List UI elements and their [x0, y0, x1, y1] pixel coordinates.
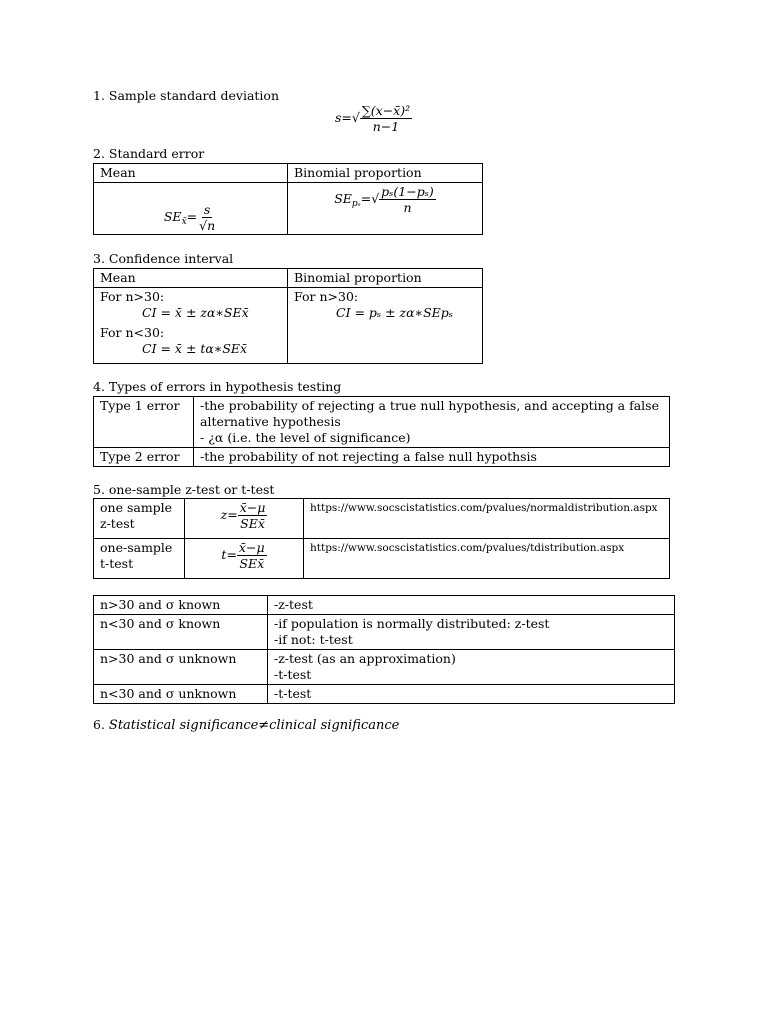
result-row-3: -z-test (as an approximation) -t-test [268, 650, 675, 685]
cond-row-1: n>30 and σ known [94, 596, 268, 615]
formula-lhs: s= [335, 110, 352, 125]
ci-mean-lt-formula: CI = x̄ ± tα∗SEx̄ [142, 341, 248, 356]
one-sample-test-table [93, 498, 670, 579]
col-mean: Mean [94, 269, 288, 288]
ci-mean-cell [94, 288, 288, 364]
se-binomial-formula: $SE_{p_s}=√$ $\frac{\text{pₛ(1−pₛ)}}{n}$ [288, 183, 483, 235]
cond-row-2: n<30 and σ known [94, 615, 268, 650]
heading-significance [93, 717, 399, 734]
ci-mean-lt-label: For n<30: [100, 325, 165, 340]
ci-binomial-label: For n>30: [294, 289, 359, 304]
col-binomial: Binomial proportion [288, 269, 483, 288]
t-test-formula: t= $\frac{x̄-\mu}{\text{SEx̄}}$ [185, 539, 304, 579]
ci-binomial-cell [288, 288, 483, 364]
cond-row-3: n>30 and σ unknown [94, 650, 268, 685]
cond-row-4: n<30 and σ unknown [94, 685, 268, 704]
t-test-label: one-sample t-test [94, 539, 185, 579]
z-test-link[interactable]: https://www.socscistatistics.com/pvalues/normaldistribution.aspx [304, 499, 670, 539]
z-test-label: one sample z-test [94, 499, 185, 539]
ci-binomial-formula: CI = pₛ ± zα∗SEpₛ [336, 305, 453, 320]
z-test-formula: z= $\frac{x̄-\mu}{\text{SEx̄}}$ [185, 499, 304, 539]
heading-sample-standard-deviation: 1. Sample standard deviation [93, 88, 279, 103]
confidence-interval-table [93, 268, 483, 364]
heading-one-sample-test: 5. one-sample z-test or t-test [93, 482, 275, 497]
ci-mean-gt-label: For n>30: [100, 289, 165, 304]
error-types-table [93, 396, 670, 467]
test-selection-table [93, 595, 675, 704]
heading-confidence-interval: 3. Confidence interval [93, 251, 234, 266]
t-test-link[interactable]: https://www.socscistatistics.com/pvalues/tdistribution.aspx [304, 539, 670, 579]
formula-denominator: n−1 [372, 119, 400, 134]
standard-error-table [93, 163, 483, 235]
type1-label: Type 1 error [94, 397, 194, 448]
type1-description: -the probability of rejecting a true null hypothesis, and accepting a false alternative hypothesis - ¿α (i.e. the level of significance) [194, 397, 670, 448]
ci-mean-gt-formula: CI = x̄ ± zα∗SEx̄ [142, 305, 249, 320]
type2-label: Type 2 error [94, 448, 194, 467]
significance-statement: Statistical significance≠clinical significance [108, 718, 400, 733]
type2-description: -the probability of not rejecting a false null hypothsis [194, 448, 670, 467]
result-row-2: -if population is normally distributed: z-test -if not: t-test [268, 615, 675, 650]
heading-types-of-errors: 4. Types of errors in hypothesis testing [93, 379, 342, 394]
formula-numerator: ∑(x−x̄)² [361, 103, 411, 118]
formula-sample-standard-deviation: s=√ $\frac{\text{∑(x−x̄)²}}{n-1}$ [335, 103, 411, 134]
result-row-4: -t-test [268, 685, 675, 704]
col-mean: Mean [94, 164, 288, 183]
se-mean-formula: $SE_{x̄}=$ $\frac{s}{√n}$ [94, 183, 288, 235]
heading-standard-error: 2. Standard error [93, 146, 205, 161]
section-number: 6. [93, 717, 105, 732]
col-binomial: Binomial proportion [288, 164, 483, 183]
result-row-1: -z-test [268, 596, 675, 615]
